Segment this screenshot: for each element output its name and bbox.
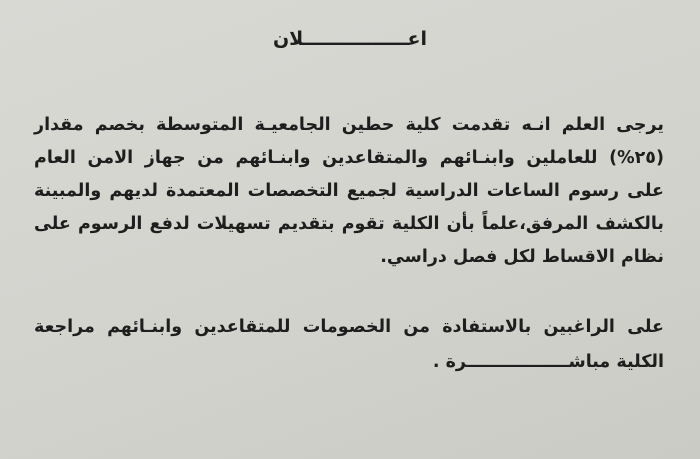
paragraph-1-line-4: بالكشف المرفق،علماً بأن الكلية تقوم بتقديم تسهيلات لدفع الرسوم على [34,214,664,234]
paragraph-1-line-1: يرجى العلم انـه تقدمت كلية حطين الجامعيـة المتوسطة بخصم مقدار [34,115,664,135]
notice-title: اعــــــــــــــــلان [272,28,428,50]
paragraph-1-line-5: نظام الاقساط لكل فصل دراسي. [380,247,664,267]
paragraph-1-line-2: (٢٥%) للعاملين وابنـائهم والمتقاعدين وابنـائهم من جهاز الامن العام [34,148,664,168]
paragraph-2-line-2: الكلية مباشـــــــــــــــــرة . [432,352,664,372]
paragraph-1-line-3: على رسوم الساعات الدراسية لجميع التخصصات المعتمدة لديهم والمبينة [34,181,664,201]
paragraph-2-line-1: على الراغبين بالاستفادة من الخصومات للمتقاعدين وابنـائهم مراجعة [34,317,664,337]
